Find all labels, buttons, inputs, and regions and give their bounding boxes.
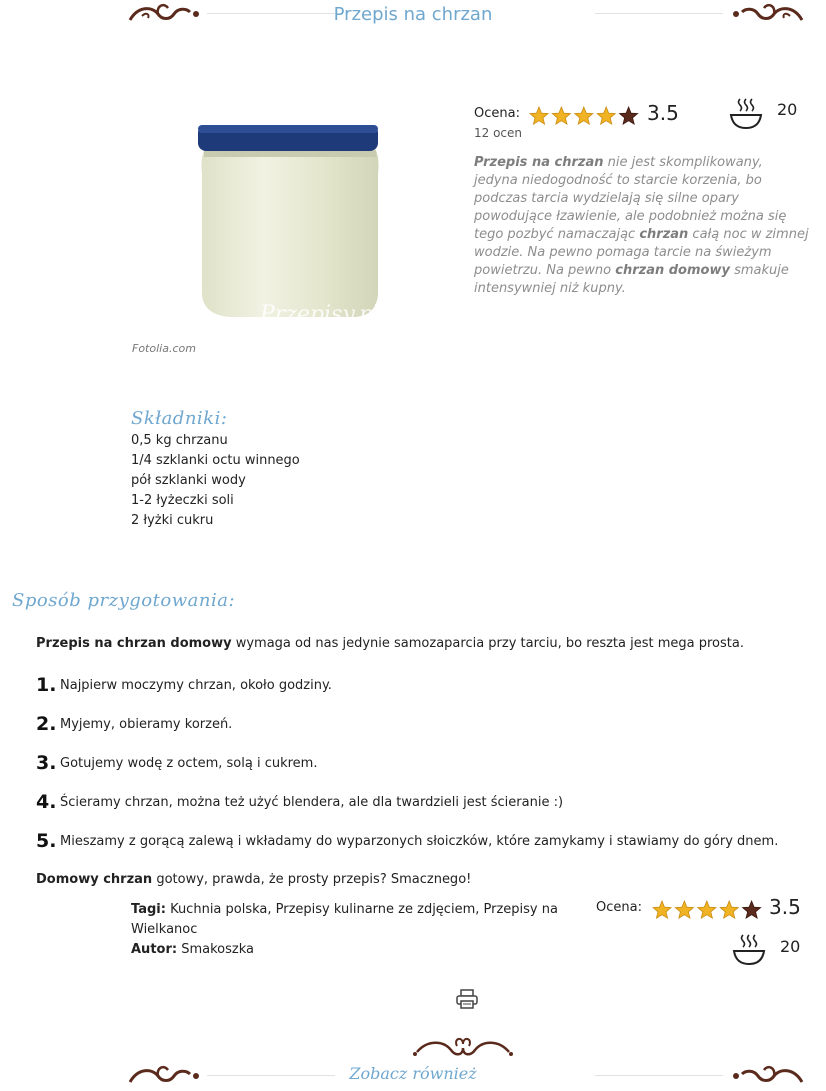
ingredient-item: 1-2 łyżeczki soli [131,493,234,508]
rating-count: 12 ocen [474,126,523,140]
star-filled-icon[interactable] [597,107,615,124]
step-item [36,791,563,813]
tags-value[interactable]: Kuchnia polska, Przepisy kulinarne ze zdjęciem, Przepisy na Wielkanoc [131,902,558,937]
method-outro-text: gotowy, prawda, że prosty przepis? Smacznego! [152,872,472,887]
rating-value: 3.5 [647,101,679,125]
intro-text: nie jest skomplikowany, jedyna niedogodność to starcie korzenia, bo podczas tarcia wydzielają się silne opary powodujące łzawienie, ale podobnież można się tego pozbyć namaczając [474,155,787,242]
star-filled-icon[interactable] [720,901,738,918]
step-text: Najpierw moczymy chrzan, około godziny. [60,677,332,693]
image-credit: Fotolia.com [132,342,196,355]
rating-value-bottom: 3.5 [769,895,801,919]
step-text: Ścieramy chrzan, można też użyć blendera, ale dla twardzieli jest ścieranie :) [60,794,564,810]
stars-svg[interactable] [529,106,641,126]
star-filled-icon[interactable] [575,107,593,124]
star-filled-icon[interactable] [698,901,716,918]
star-filled-icon[interactable] [653,901,671,918]
step-text: Myjemy, obieramy korzeń. [60,716,233,732]
recipe-photo [120,95,440,335]
step-item [36,674,332,696]
intro-bold-text: chrzan [639,227,689,242]
tags-label: Tagi: [131,902,166,917]
watermark-text: Przepisy.pl [260,302,380,327]
tags-line [131,900,561,940]
star-filled-icon[interactable] [552,107,570,124]
star-filled-icon[interactable] [675,901,693,918]
time-value: 20 [777,100,798,119]
method-outro [36,872,471,887]
method-heading: Sposób przygotowania: [12,590,236,611]
author-line [131,940,561,960]
see-also-link[interactable]: Zobacz również [349,1064,477,1083]
rating-label: Ocena: [474,106,520,121]
star-filled-icon[interactable] [530,107,548,124]
ingredient-item: 0,5 kg chrzanu [131,433,228,448]
step-text: Gotujemy wodę z octem, solą i cukrem. [60,755,318,771]
intro-bold-text: Przepis na chrzan [474,155,604,170]
method-lead [36,636,744,651]
ornament-center-icon [413,1036,513,1060]
step-number: 5. [36,830,57,852]
method-lead-bold: Przepis na chrzan domowy [36,636,232,651]
step-number: 2. [36,713,57,735]
stars-svg[interactable] [652,900,764,920]
step-number: 1. [36,674,57,696]
step-number: 3. [36,752,57,774]
ingredient-item: pół szklanki wody [131,473,246,488]
author-label: Autor: [131,942,178,957]
intro-text: całą noc w zimnej wodzie. Na pewno pomaga tarcie na świeżym powietrzu. Na pewno [474,227,809,278]
ingredient-item: 1/4 szklanki octu winnego [131,453,300,468]
step-item [36,830,778,852]
rating-stars-bottom[interactable] [652,900,764,920]
intro-text: smakuje intensywniej niż kupny. [474,263,789,296]
printer-icon[interactable] [455,988,479,1010]
page-title: Przepis na chrzan [333,4,493,25]
steaming-bowl-icon [731,931,767,967]
method-lead-text: wymaga od nas jedynie samozaparcia przy tarciu, bo reszta jest mega prosta. [231,636,744,651]
ingredients-list [131,431,300,531]
rating-label-bottom: Ocena: [596,900,642,915]
author-value: Smakoszka [177,942,254,957]
ingredient-item: 2 łyżki cukru [131,513,214,528]
step-number: 4. [36,791,57,813]
step-text: Mieszamy z gorącą zalewą i wkładamy do wyparzonych słoiczków, które zamykamy i stawiamy do góry dnem. [60,833,779,849]
time-value-bottom: 20 [780,937,801,956]
step-item [36,752,317,774]
intro-bold-text: chrzan domowy [615,263,730,278]
rating-stars[interactable] [529,106,641,126]
star-empty-icon[interactable] [620,107,638,124]
step-item [36,713,232,735]
steaming-bowl-icon [728,95,764,131]
ingredients-heading: Składniki: [131,408,228,429]
star-empty-icon[interactable] [743,901,761,918]
recipe-meta [131,900,561,960]
recipe-intro [474,154,810,298]
method-outro-bold: Domowy chrzan [36,872,153,887]
